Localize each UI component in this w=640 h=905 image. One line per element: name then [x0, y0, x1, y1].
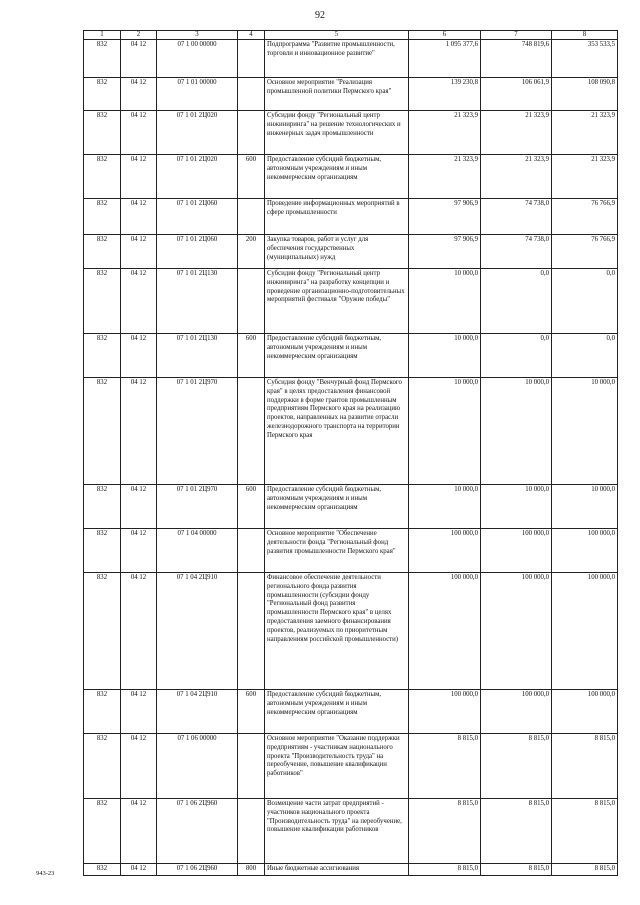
cell-rzpr-code: 832	[84, 485, 121, 529]
cell-rzpr-code: 832	[84, 40, 121, 78]
cell-section-code: 04 12	[121, 864, 157, 876]
cell-expense-type	[238, 529, 265, 573]
cell-target-article: 07 1 06 00000	[157, 734, 238, 799]
cell-section-code: 04 12	[121, 199, 157, 235]
cell-amount-2: 21 323,9	[481, 111, 552, 155]
cell-description: Основное мероприятие "Реализация промышленной политики Пермского края"	[265, 78, 409, 111]
cell-target-article: 07 1 01 2Ц970	[157, 378, 238, 485]
cell-rzpr-code: 832	[84, 690, 121, 734]
cell-section-code: 04 12	[121, 334, 157, 378]
cell-target-article: 07 1 04 2Ц910	[157, 573, 238, 690]
cell-expense-type	[238, 199, 265, 235]
cell-amount-3: 353 533,5	[552, 40, 618, 78]
cell-amount-3: 100 000,0	[552, 573, 618, 690]
cell-target-article: 07 1 04 00000	[157, 529, 238, 573]
cell-target-article: 07 1 01 2Ц060	[157, 235, 238, 269]
cell-amount-3: 10 000,0	[552, 485, 618, 529]
cell-amount-1: 100 000,0	[409, 529, 481, 573]
cell-amount-3: 100 000,0	[552, 690, 618, 734]
column-header-2: 2	[121, 31, 157, 40]
column-header-6: 6	[409, 31, 481, 40]
cell-amount-1: 10 000,0	[409, 334, 481, 378]
cell-description: Подпрограмма "Развитие промышленности, торговли и инновационное развитие"	[265, 40, 409, 78]
table-row	[84, 529, 618, 573]
column-header-8: 8	[552, 31, 618, 40]
cell-section-code: 04 12	[121, 799, 157, 864]
cell-rzpr-code: 832	[84, 734, 121, 799]
cell-target-article: 07 1 06 2Ц960	[157, 799, 238, 864]
table-row	[84, 485, 618, 529]
cell-section-code: 04 12	[121, 529, 157, 573]
cell-expense-type: 800	[238, 864, 265, 876]
cell-amount-1: 8 815,0	[409, 734, 481, 799]
cell-amount-3: 8 815,0	[552, 864, 618, 876]
cell-amount-1: 1 095 377,6	[409, 40, 481, 78]
table-row	[84, 111, 618, 155]
cell-amount-1: 10 000,0	[409, 269, 481, 334]
cell-expense-type	[238, 78, 265, 111]
cell-target-article: 07 1 01 2Ц970	[157, 485, 238, 529]
cell-section-code: 04 12	[121, 269, 157, 334]
cell-section-code: 04 12	[121, 734, 157, 799]
cell-expense-type	[238, 734, 265, 799]
cell-amount-1: 8 815,0	[409, 799, 481, 864]
column-header-4: 4	[238, 31, 265, 40]
budget-table-body	[84, 40, 618, 876]
cell-description: Основное мероприятие "Оказание поддержки предприятиям - участникам национального проекта "Производительность труда" на переобучение, повышение квалификации работников"	[265, 734, 409, 799]
cell-amount-3: 21 323,9	[552, 111, 618, 155]
cell-amount-2: 8 815,0	[481, 799, 552, 864]
cell-amount-3: 0,0	[552, 269, 618, 334]
cell-expense-type	[238, 799, 265, 864]
table-row	[84, 690, 618, 734]
cell-target-article: 07 1 01 00000	[157, 78, 238, 111]
cell-amount-1: 8 815,0	[409, 864, 481, 876]
cell-section-code: 04 12	[121, 111, 157, 155]
cell-amount-3: 8 815,0	[552, 799, 618, 864]
cell-section-code: 04 12	[121, 155, 157, 199]
cell-description: Субсидия фонду "Венчурный фонд Пермского края" в целях предоставления финансовой поддержки в форме грантов промышленным предприятиям Пермского края на реализацию проектов, направленных на развитие отрасли железнодорожного транспорта на территории Пермского края	[265, 378, 409, 485]
cell-amount-1: 97 906,9	[409, 199, 481, 235]
cell-amount-2: 74 738,0	[481, 235, 552, 269]
cell-target-article: 07 1 00 00000	[157, 40, 238, 78]
cell-rzpr-code: 832	[84, 529, 121, 573]
cell-rzpr-code: 832	[84, 269, 121, 334]
table-row	[84, 799, 618, 864]
table-row	[84, 199, 618, 235]
column-header-3: 3	[157, 31, 238, 40]
cell-amount-1: 100 000,0	[409, 573, 481, 690]
cell-section-code: 04 12	[121, 485, 157, 529]
cell-amount-1: 139 230,8	[409, 78, 481, 111]
cell-amount-2: 10 000,0	[481, 378, 552, 485]
cell-target-article: 07 1 01 2Ц130	[157, 269, 238, 334]
cell-rzpr-code: 832	[84, 573, 121, 690]
cell-amount-3: 76 766,9	[552, 235, 618, 269]
cell-amount-3: 108 090,8	[552, 78, 618, 111]
cell-amount-2: 748 819,6	[481, 40, 552, 78]
table-row	[84, 78, 618, 111]
cell-description: Возмещение части затрат предприятий - участников национального проекта "Производительность труда" на переобучение, повышение квалификации работников	[265, 799, 409, 864]
cell-section-code: 04 12	[121, 235, 157, 269]
cell-expense-type: 600	[238, 485, 265, 529]
cell-target-article: 07 1 01 2Ц130	[157, 334, 238, 378]
cell-rzpr-code: 832	[84, 864, 121, 876]
page-number: 92	[315, 10, 325, 21]
cell-rzpr-code: 832	[84, 334, 121, 378]
cell-amount-2: 8 815,0	[481, 864, 552, 876]
cell-rzpr-code: 832	[84, 155, 121, 199]
table-row	[84, 155, 618, 199]
cell-amount-3: 10 000,0	[552, 378, 618, 485]
cell-expense-type: 600	[238, 334, 265, 378]
cell-amount-2: 74 738,0	[481, 199, 552, 235]
cell-amount-1: 10 000,0	[409, 378, 481, 485]
column-header-1: 1	[84, 31, 121, 40]
cell-target-article: 07 1 01 2Ц060	[157, 199, 238, 235]
cell-expense-type	[238, 40, 265, 78]
cell-section-code: 04 12	[121, 78, 157, 111]
cell-target-article: 07 1 04 2Ц910	[157, 690, 238, 734]
cell-expense-type: 600	[238, 690, 265, 734]
cell-description: Финансовое обеспечение деятельности регионального фонда развития промышленности (субсидии фонду "Региональный фонд развития промышленности Пермского края" в целях предоставления заемного финансирования проектов, реализуемых по приоритетным направлениям российской промышленности)	[265, 573, 409, 690]
cell-rzpr-code: 832	[84, 111, 121, 155]
cell-description: Иные бюджетные ассигнования	[265, 864, 409, 876]
cell-rzpr-code: 832	[84, 235, 121, 269]
cell-expense-type	[238, 378, 265, 485]
cell-section-code: 04 12	[121, 690, 157, 734]
table-row	[84, 734, 618, 799]
cell-amount-1: 97 906,9	[409, 235, 481, 269]
cell-description: Проведение информационных мероприятий в сфере промышленности	[265, 199, 409, 235]
cell-rzpr-code: 832	[84, 799, 121, 864]
cell-amount-1: 21 323,9	[409, 111, 481, 155]
cell-description: Основное мероприятие "Обеспечение деятельности фонда "Региональный фонд развития промышленности Пермского края"	[265, 529, 409, 573]
footer-code: 943-23	[36, 870, 55, 877]
cell-amount-2: 100 000,0	[481, 529, 552, 573]
cell-target-article: 07 1 01 2Ц020	[157, 155, 238, 199]
column-header-5: 5	[265, 31, 409, 40]
column-number-row	[84, 31, 618, 40]
cell-rzpr-code: 832	[84, 199, 121, 235]
cell-rzpr-code: 832	[84, 78, 121, 111]
table-row	[84, 864, 618, 876]
cell-section-code: 04 12	[121, 573, 157, 690]
cell-amount-3: 0,0	[552, 334, 618, 378]
cell-expense-type	[238, 111, 265, 155]
cell-amount-2: 100 000,0	[481, 690, 552, 734]
table-row	[84, 40, 618, 78]
cell-amount-2: 100 000,0	[481, 573, 552, 690]
table-row	[84, 573, 618, 690]
cell-amount-1: 10 000,0	[409, 485, 481, 529]
cell-amount-2: 0,0	[481, 334, 552, 378]
cell-description: Субсидии фонду "Региональный центр инжиниринга" на разработку концепции и проведение организационно-подготовительных мероприятий фестиваля "Оружие победы"	[265, 269, 409, 334]
cell-description: Субсидии фонду "Региональный центр инжиниринга" на решение технологических и инженерных задач промышленности	[265, 111, 409, 155]
cell-amount-3: 8 815,0	[552, 734, 618, 799]
column-header-7: 7	[481, 31, 552, 40]
cell-expense-type: 200	[238, 235, 265, 269]
cell-amount-2: 106 061,9	[481, 78, 552, 111]
cell-rzpr-code: 832	[84, 378, 121, 485]
cell-amount-1: 21 323,9	[409, 155, 481, 199]
cell-expense-type: 600	[238, 155, 265, 199]
cell-description: Закупка товаров, работ и услуг для обеспечения государственных (муниципальных) нужд	[265, 235, 409, 269]
cell-amount-3: 21 323,9	[552, 155, 618, 199]
cell-amount-2: 10 000,0	[481, 485, 552, 529]
cell-amount-3: 76 766,9	[552, 199, 618, 235]
cell-target-article: 07 1 01 2Ц020	[157, 111, 238, 155]
cell-expense-type	[238, 269, 265, 334]
cell-description: Предоставление субсидий бюджетным, автономным учреждениям и иным некоммерческим организациям	[265, 690, 409, 734]
cell-description: Предоставление субсидий бюджетным, автономным учреждениям и иным некоммерческим организациям	[265, 334, 409, 378]
cell-expense-type	[238, 573, 265, 690]
table-row	[84, 235, 618, 269]
cell-section-code: 04 12	[121, 40, 157, 78]
cell-amount-3: 100 000,0	[552, 529, 618, 573]
table-row	[84, 269, 618, 334]
cell-description: Предоставление субсидий бюджетным, автономным учреждениям и иным некоммерческим организациям	[265, 485, 409, 529]
cell-amount-2: 21 323,9	[481, 155, 552, 199]
table-row	[84, 334, 618, 378]
cell-description: Предоставление субсидий бюджетным, автономным учреждениям и иным некоммерческим организациям	[265, 155, 409, 199]
cell-amount-2: 0,0	[481, 269, 552, 334]
table-row	[84, 378, 618, 485]
cell-section-code: 04 12	[121, 378, 157, 485]
cell-target-article: 07 1 06 2Ц960	[157, 864, 238, 876]
cell-amount-2: 8 815,0	[481, 734, 552, 799]
budget-table	[83, 30, 618, 876]
cell-amount-1: 100 000,0	[409, 690, 481, 734]
